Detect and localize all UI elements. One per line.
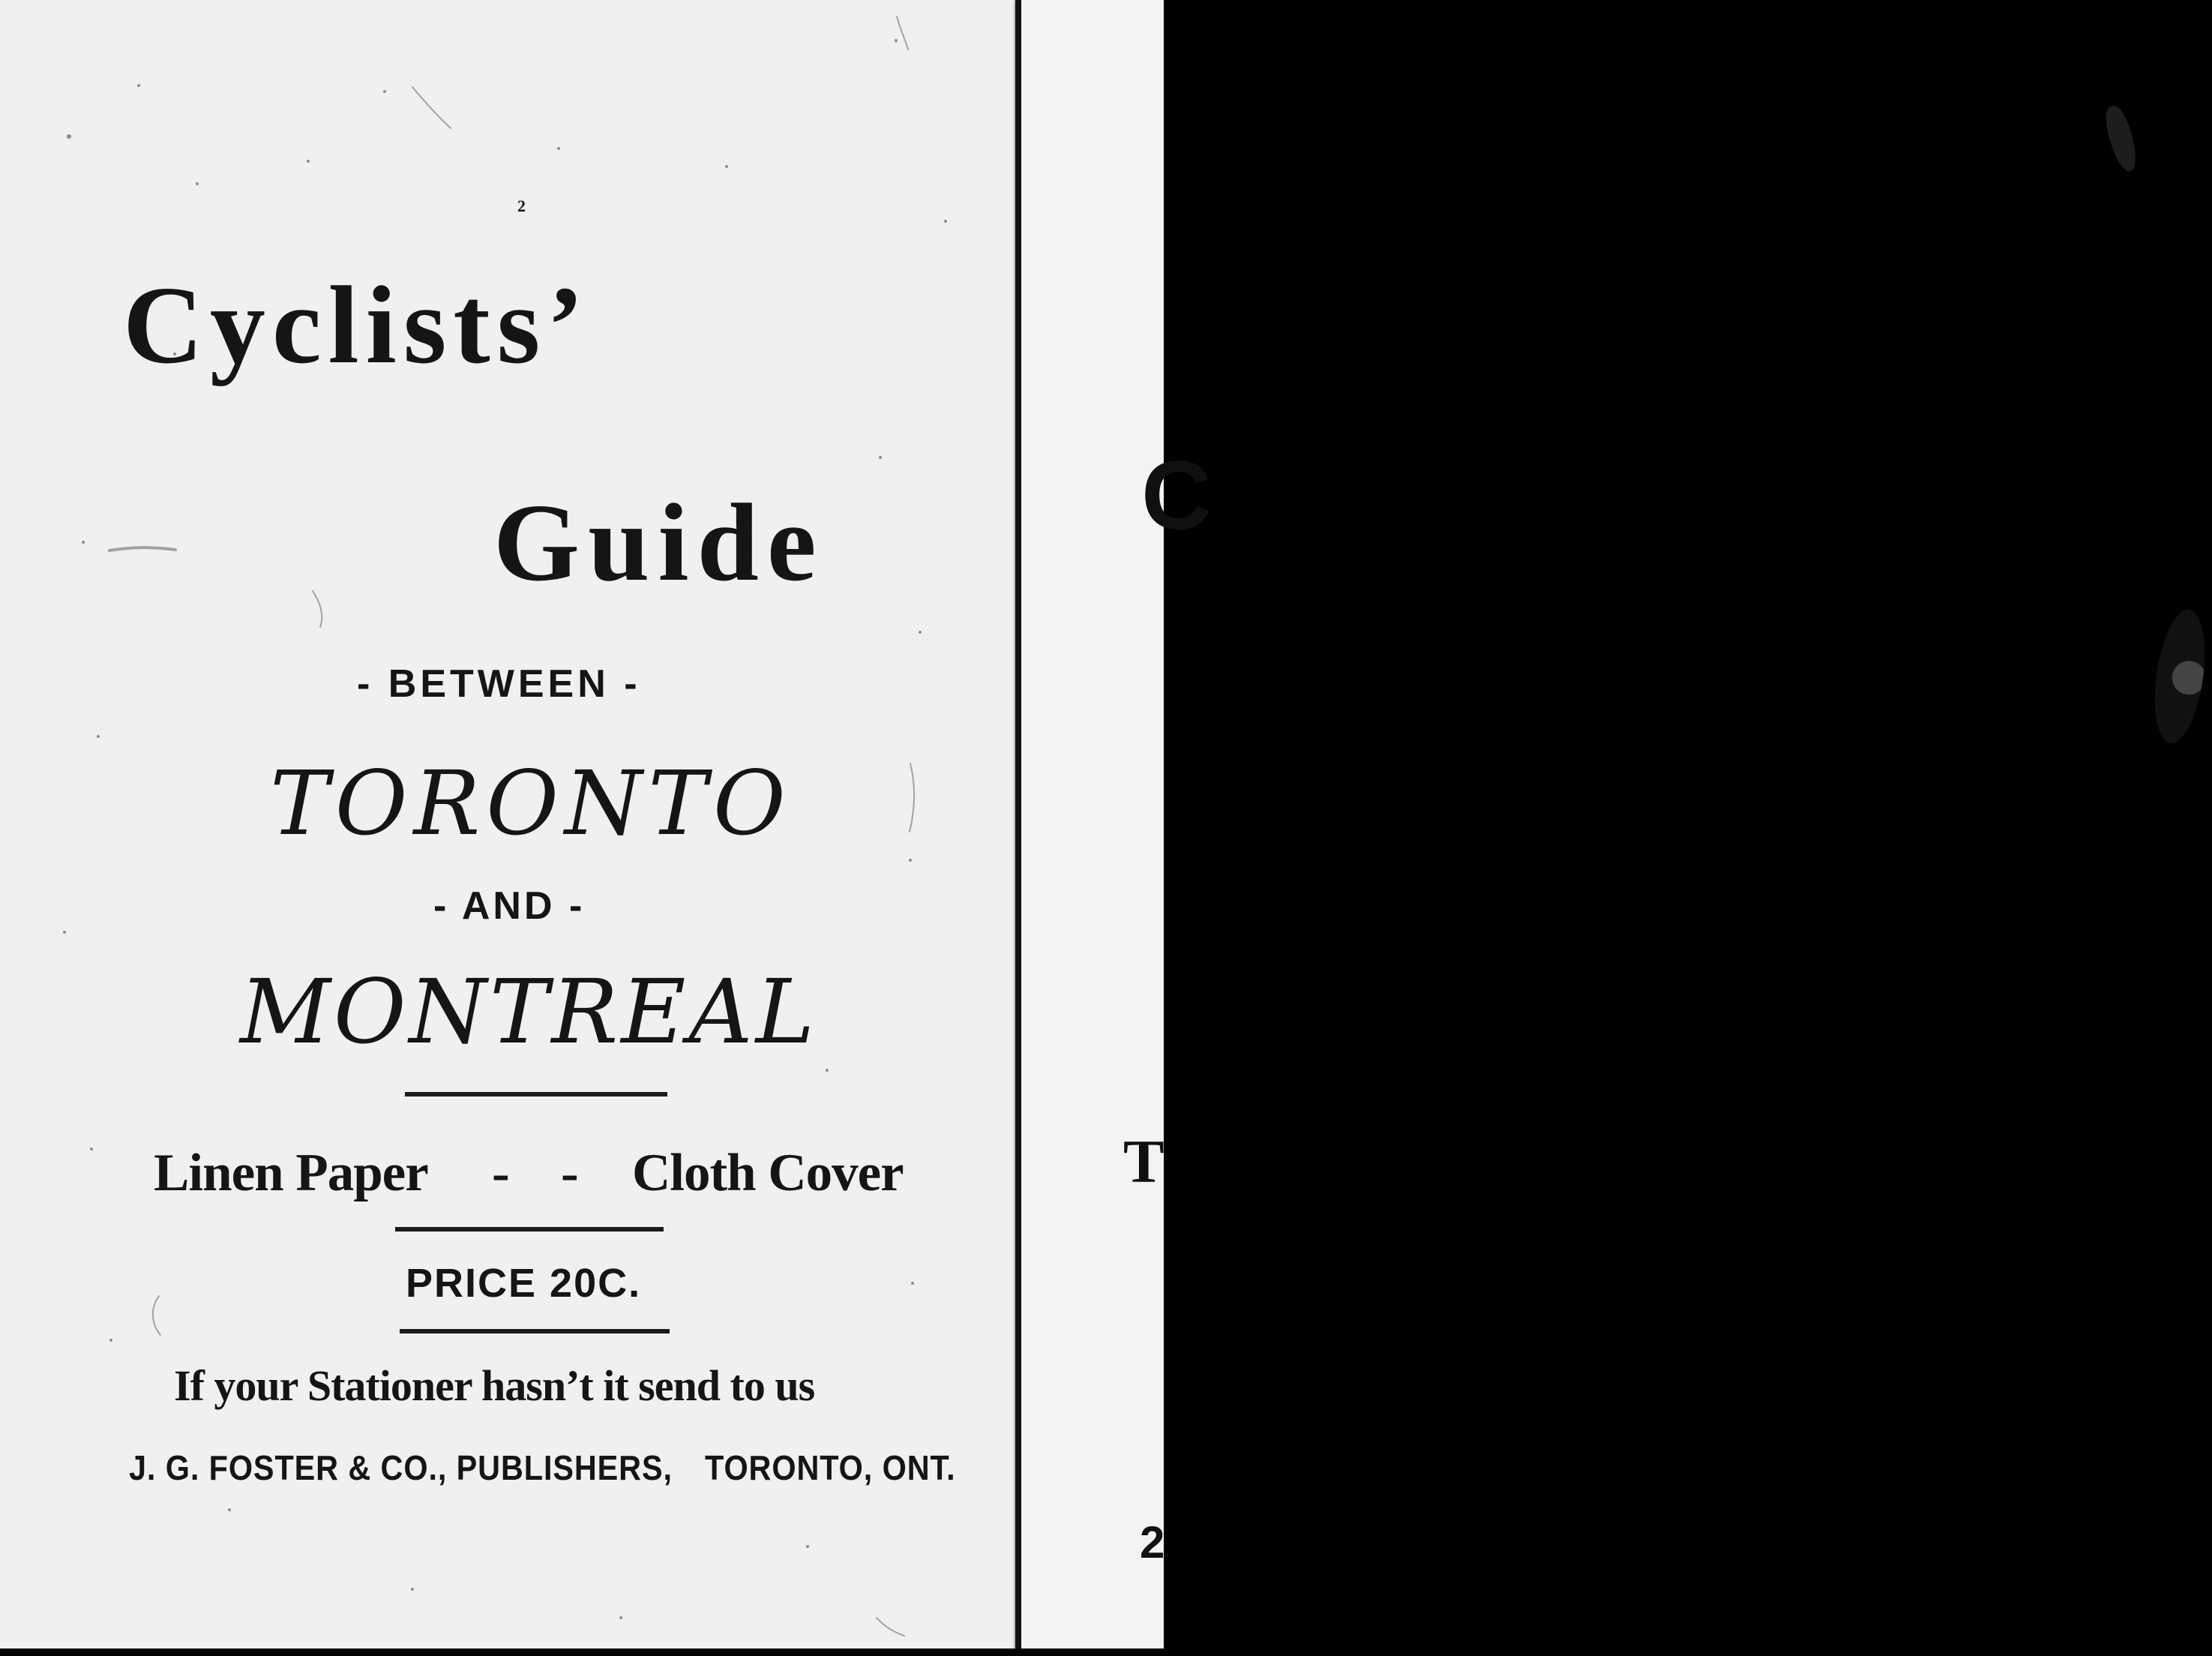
facing-page-letter-top: C [1141, 440, 1212, 550]
ink-blot [2100, 104, 2142, 175]
facing-page-letter-bottom: 2 [1140, 1517, 1165, 1568]
paper-description: Linen Paper [154, 1144, 428, 1202]
title-line-one: Cyclists’ [123, 264, 591, 387]
detail-separator-two: - [561, 1144, 579, 1202]
facing-page-edge [1021, 0, 1164, 1656]
ordering-notice: If your Stationer hasn’t it send to us [174, 1361, 815, 1410]
facing-page-illustration-fragment [2148, 607, 2212, 747]
page-number: 2 [517, 196, 526, 215]
title-line-two: Guide [493, 482, 825, 604]
publisher-location: TORONTO, ONT. [705, 1448, 956, 1487]
scan-bottom-border [0, 1648, 1164, 1656]
middle-rule [395, 1227, 664, 1232]
left-page [0, 0, 1014, 1656]
between-label: - BETWEEN - [357, 662, 641, 706]
upper-rule [405, 1092, 667, 1096]
and-label: - AND - [433, 884, 586, 928]
page-gutter [1015, 0, 1021, 1656]
destination-city: MONTREAL [240, 960, 818, 1064]
facing-page-letter-middle: T [1123, 1127, 1164, 1196]
price-label: PRICE 20C. [406, 1261, 642, 1306]
detail-separator-one: - [492, 1144, 510, 1202]
origin-city: TORONTO [270, 752, 792, 855]
cover-description: Cloth Cover [632, 1144, 904, 1202]
publisher-name: J. G. FOSTER & CO., PUBLISHERS, [129, 1448, 673, 1487]
lower-rule [400, 1329, 670, 1334]
